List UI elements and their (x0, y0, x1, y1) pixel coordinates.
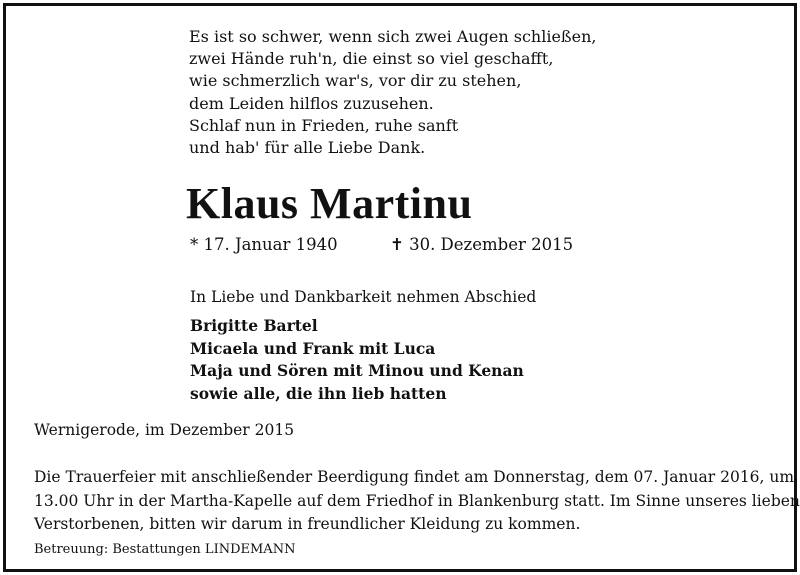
obituary-frame (3, 3, 800, 572)
service-line: Die Trauerfeier mit anschließender Beerdigung findet am Donnerstag, dem 07. Januar 2016, um (34, 468, 795, 486)
poem-line: dem Leiden hilflos zuzusehen. (189, 93, 434, 113)
funeral-home-credit: Betreuung: Bestattungen LINDEMANN (34, 542, 296, 557)
farewell-text: In Liebe und Dankbarkeit nehmen Abschied (190, 288, 537, 306)
mourner: Brigitte Bartel (190, 316, 318, 335)
mourners-list (190, 315, 524, 405)
poem-line: und hab' für alle Liebe Dank. (189, 138, 426, 158)
poem (189, 26, 609, 159)
poem-line: wie schmerzlich war's, vor dir zu stehen, (189, 71, 522, 91)
service-notice (34, 466, 800, 537)
birth-date: * 17. Januar 1940 (190, 235, 338, 254)
deceased-name: Klaus Martinu (186, 179, 473, 228)
poem-line: zwei Hände ruh'n, die einst so viel geschafft, (189, 49, 554, 69)
service-line: Verstorbenen, bitten wir darum in freundlicher Kleidung zu kommen. (34, 515, 581, 533)
poem-line: Es ist so schwer, wenn sich zwei Augen schließen, (189, 27, 597, 46)
mourner: Micaela und Frank mit Luca (190, 338, 436, 358)
service-line: 13.00 Uhr in der Martha-Kapelle auf dem Friedhof in Blankenburg statt. Im Sinne unseres lieben (34, 491, 800, 510)
mourner: Maja und Sören mit Minou und Kenan (190, 361, 524, 380)
mourner: sowie alle, die ihn lieb hatten (190, 383, 447, 403)
place-date: Wernigerode, im Dezember 2015 (34, 421, 295, 439)
poem-line: Schlaf nun in Frieden, ruhe sanft (189, 115, 459, 135)
death-date: ✝ 30. Dezember 2015 (390, 235, 574, 254)
